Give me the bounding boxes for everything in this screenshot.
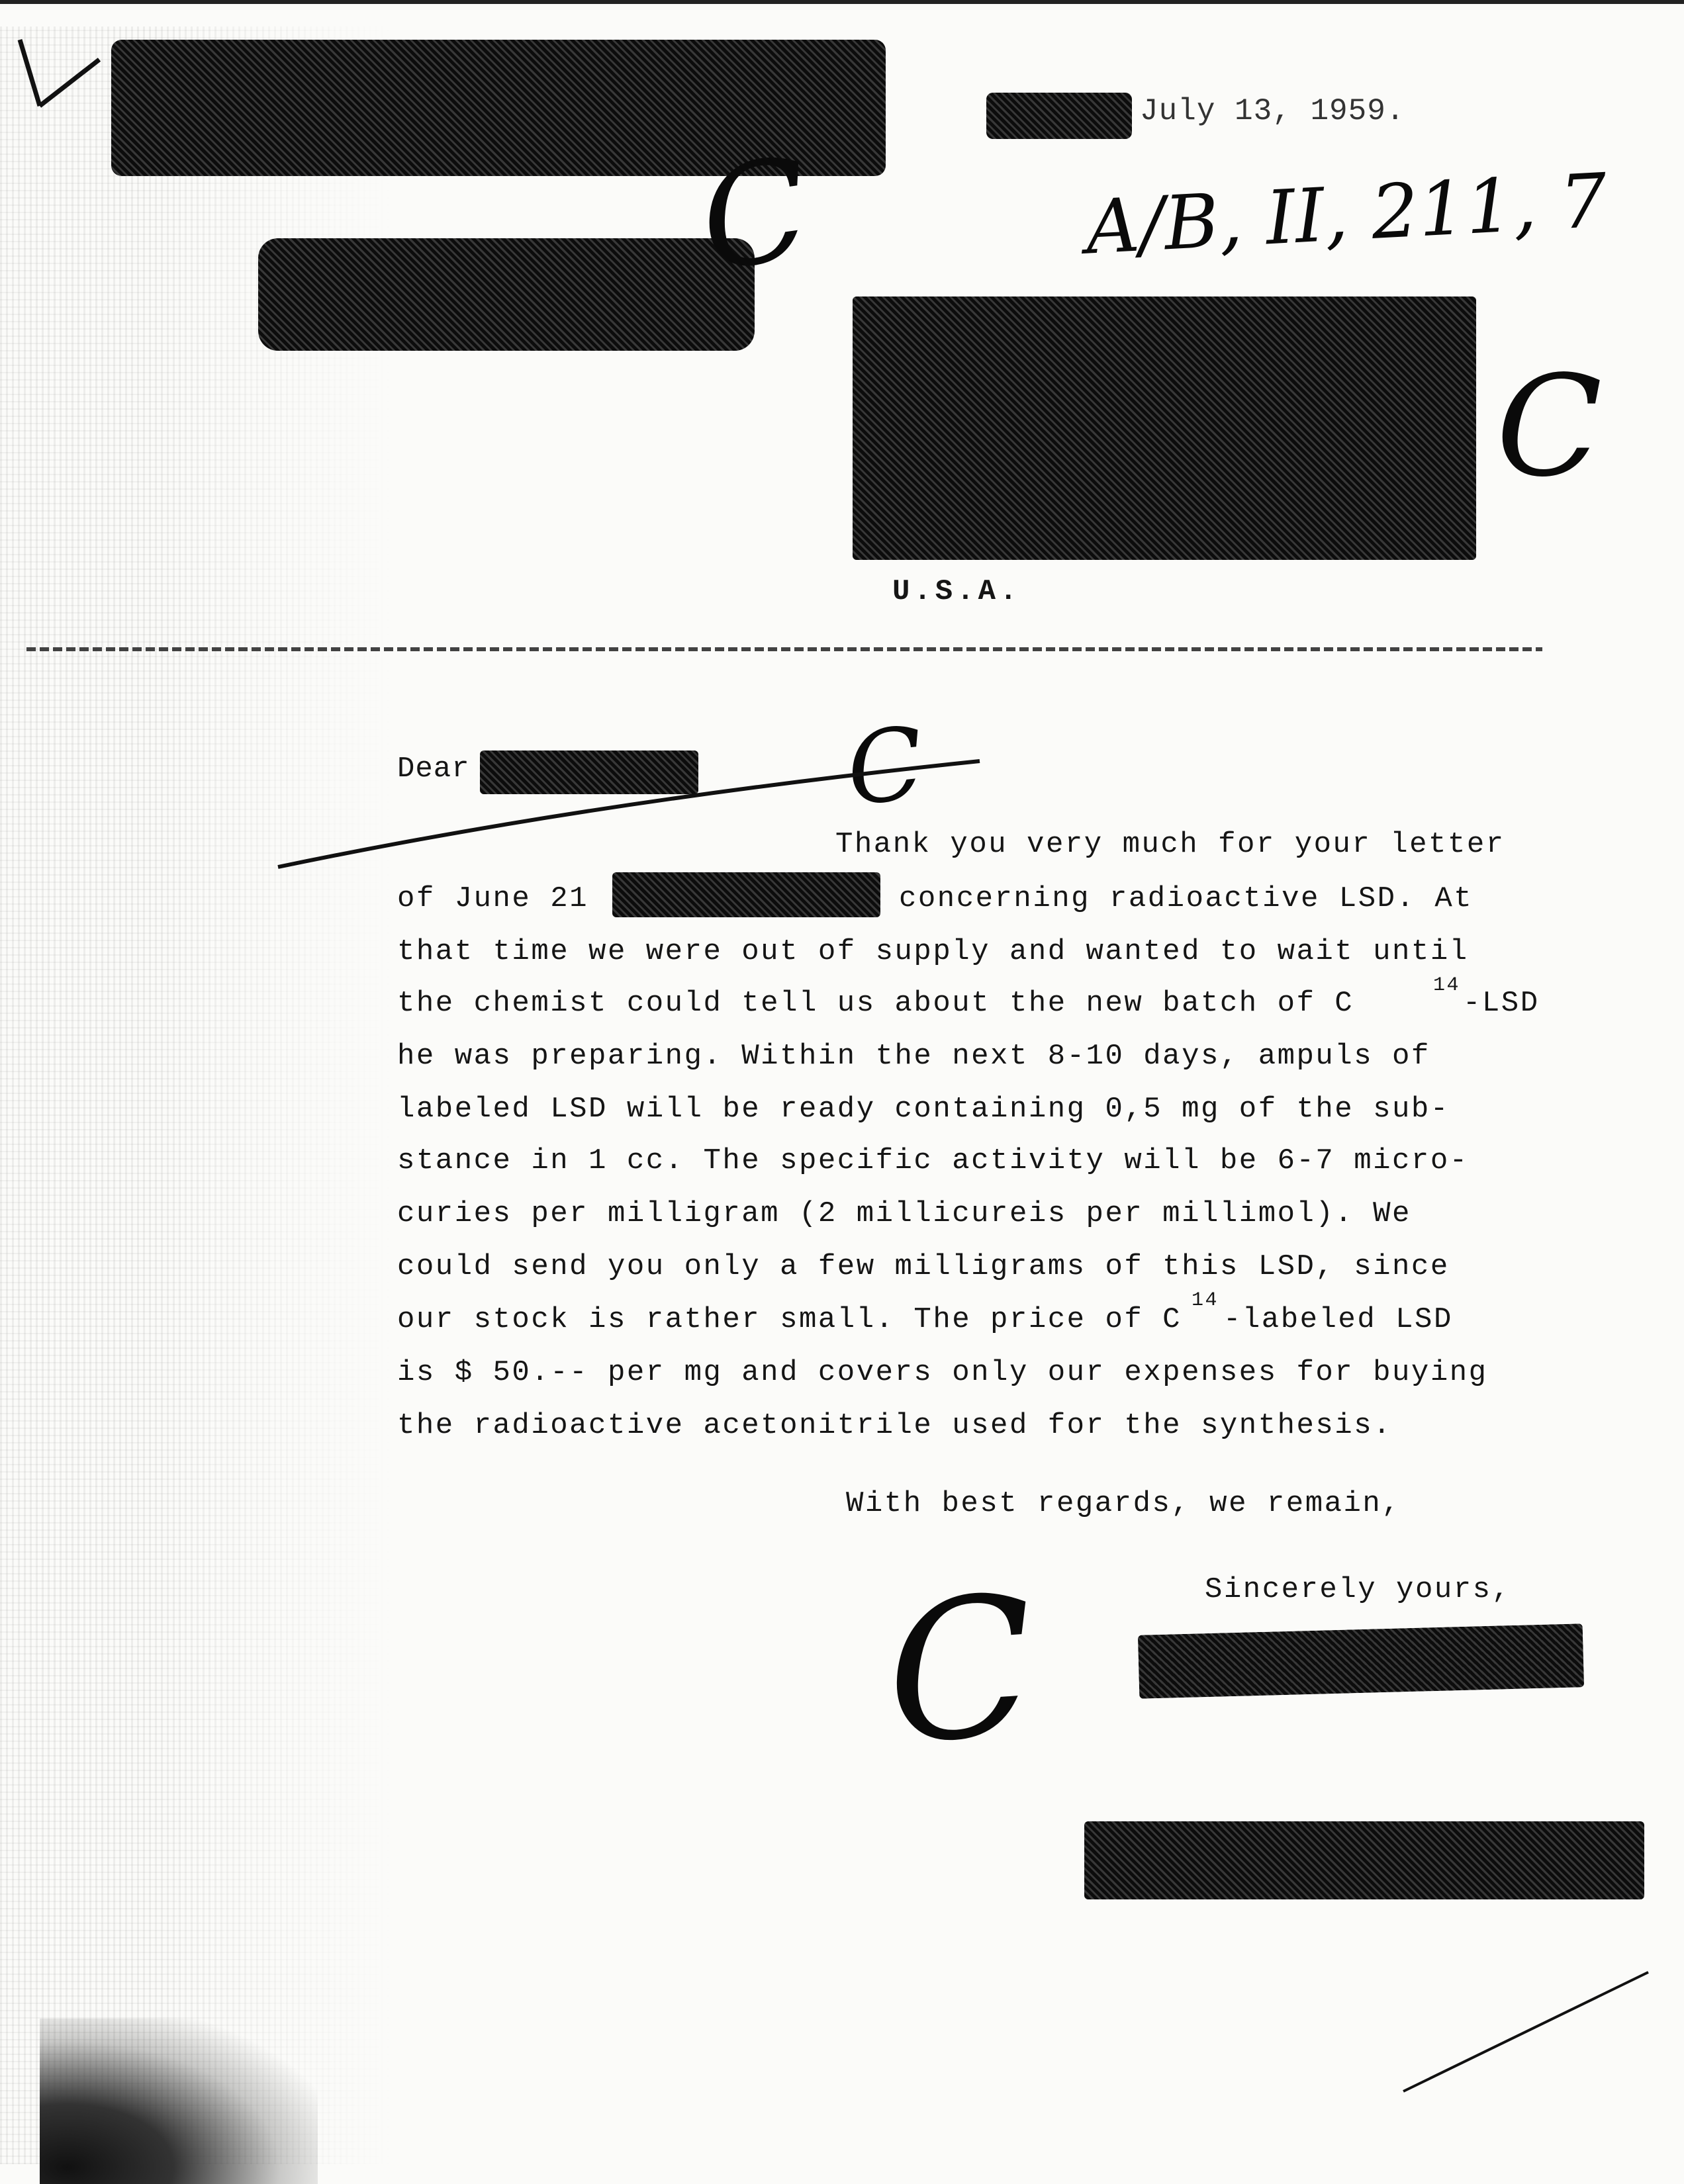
- body-line-8: curies per milligram (2 millicureis per millimol). We: [397, 1197, 1411, 1230]
- body-line-9: could send you only a few milligrams of this LSD, since: [397, 1250, 1450, 1283]
- body-line-6: labeled LSD will be ready containing 0,5 mg of the sub-: [397, 1093, 1450, 1126]
- signoff: Sincerely yours,: [1205, 1573, 1511, 1606]
- body-line-11: is $ 50.-- per mg and covers only our expenses for buying: [397, 1356, 1488, 1389]
- photocopy-dark-corner: [40, 2019, 318, 2184]
- redaction-sender-line2: [258, 238, 755, 351]
- handwritten-classification-mark-3: C: [841, 705, 929, 829]
- closing-line: With best regards, we remain,: [846, 1487, 1401, 1520]
- redaction-recipient-address: [853, 296, 1476, 560]
- redaction-recipient-name: [480, 751, 698, 794]
- body-line-2b: concerning radioactive LSD. At: [899, 882, 1474, 915]
- recipient-country: U.S.A.: [892, 575, 1021, 608]
- redaction-date-prefix: [986, 93, 1132, 139]
- body-line-5: he was preparing. Within the next 8-10 days, ampuls of: [397, 1040, 1430, 1073]
- body-line-7: stance in 1 cc. The specific activity will be 6-7 micro-: [397, 1144, 1469, 1177]
- redaction-signature: [1138, 1623, 1584, 1699]
- margin-line-stroke: [1403, 1972, 1648, 2091]
- body-line-4b: -LSD: [1463, 987, 1540, 1020]
- body-line-1: Thank you very much for your letter: [835, 828, 1505, 861]
- top-border: [0, 0, 1684, 4]
- body-line-12: the radioactive acetonitrile used for the synthesis.: [397, 1409, 1393, 1442]
- body-line-4-superscript: 14: [1433, 974, 1461, 997]
- body-line-2a: of June 21: [397, 882, 589, 915]
- body-line-10b: -labeled LSD: [1223, 1303, 1453, 1336]
- redaction-letter-reference: [612, 872, 880, 917]
- handwritten-classification-mark-4: C: [879, 1554, 1042, 1788]
- redaction-signatory-name: [1084, 1821, 1644, 1899]
- handwritten-file-reference: A/B, II, 211, 7: [1084, 158, 1609, 271]
- body-line-4a: the chemist could tell us about the new batch of C: [397, 987, 1354, 1020]
- body-line-3: that time we were out of supply and wanted to wait until: [397, 935, 1469, 968]
- handwritten-classification-mark-2: C: [1496, 345, 1603, 508]
- salutation: Dear: [397, 752, 470, 786]
- section-divider-line: [26, 647, 1542, 651]
- body-line-10a: our stock is rather small. The price of C: [397, 1303, 1182, 1336]
- handwritten-classification-mark-1: C: [690, 127, 819, 302]
- letter-date: July 13, 1959.: [1140, 94, 1405, 128]
- body-line-10-superscript: 14: [1192, 1289, 1219, 1312]
